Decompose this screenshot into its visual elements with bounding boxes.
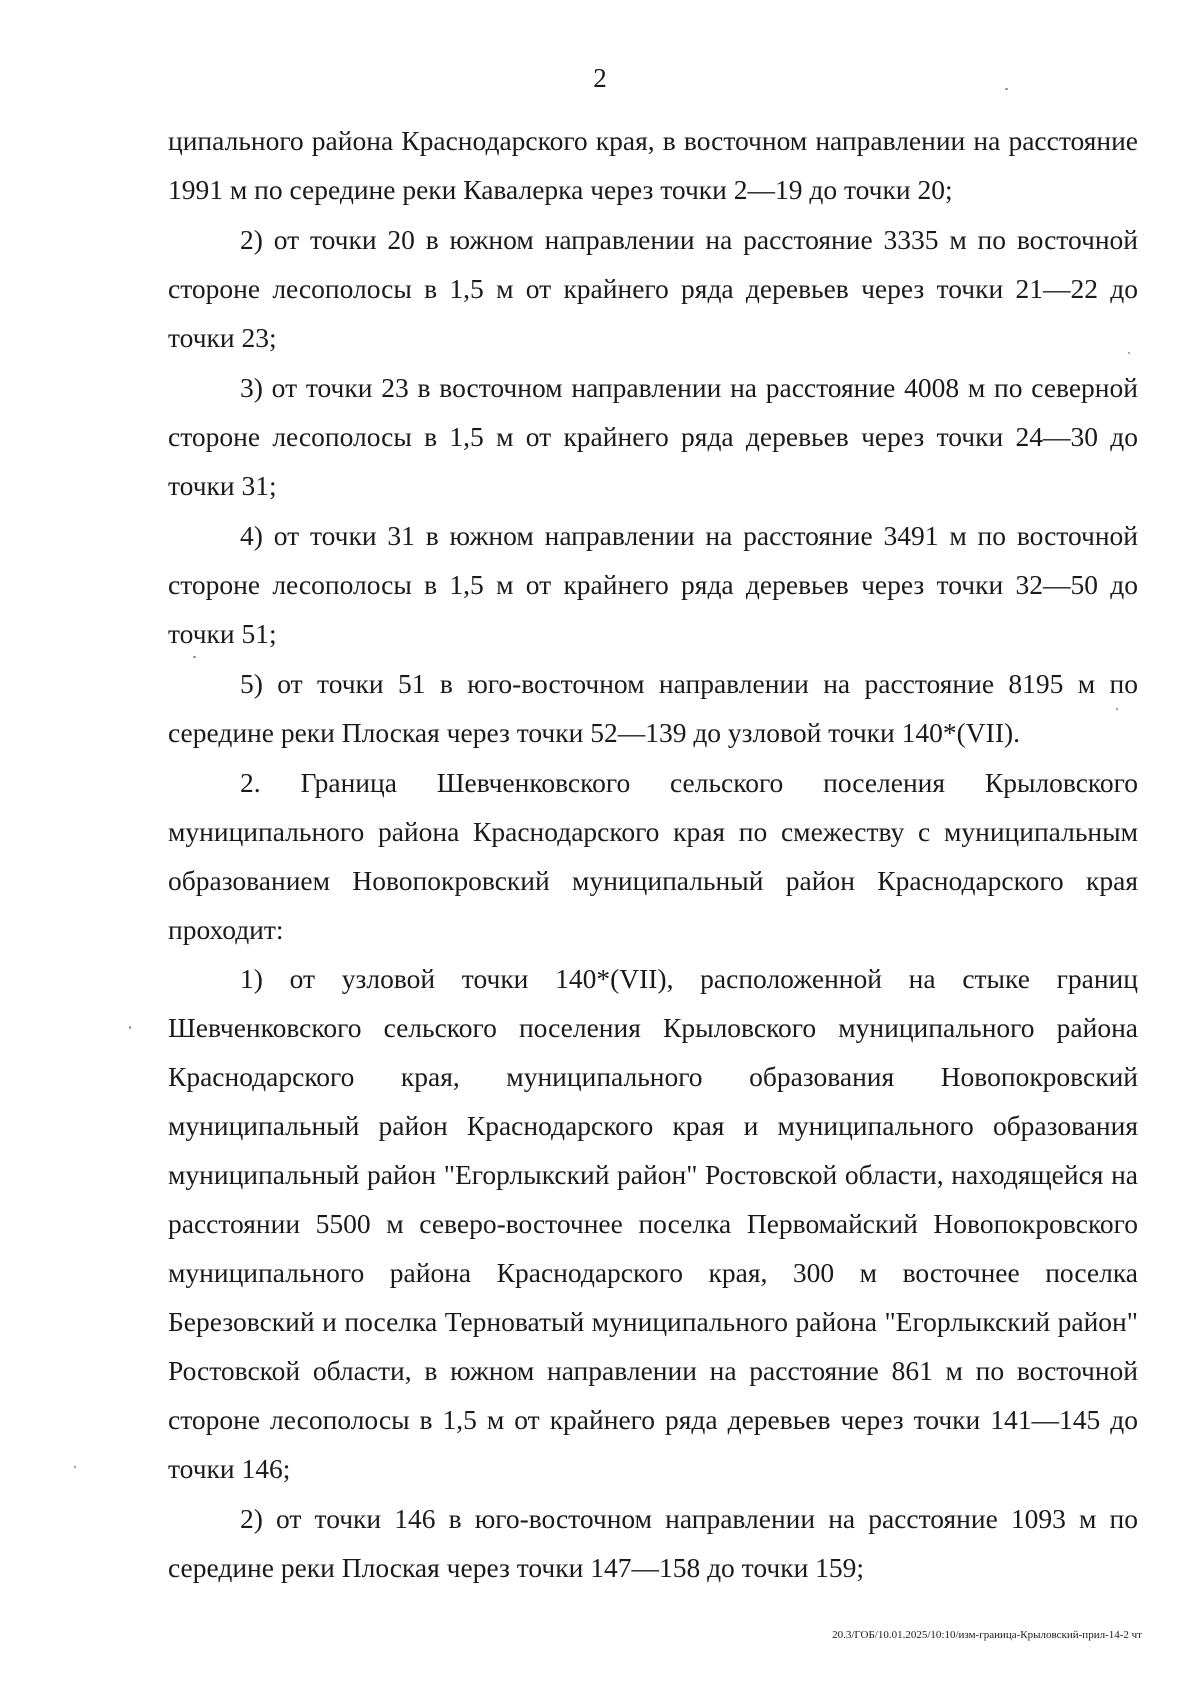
paragraph-continuation: ципального района Краснодарского края, в восточном направлении на расстояние 1991 м по середине реки Кавалерка через точки 2—19 до точки 20; xyxy=(168,125,1138,205)
paragraph-item-5: 5) от точки 51 в юго-восточном направлении на расстояние 8195 м по середине реки Плоская через точки 52—139 до узловой точки 140*(VII). xyxy=(168,668,1138,748)
paragraph-item-2: 2) от точки 20 в южном направлении на расстояние 3335 м по восточной стороне лесополосы в 1,5 м от крайнего ряда деревьев через точки 21—22 до точки 23; xyxy=(168,224,1138,353)
paragraph-section-2-item-2: 2) от точки 146 в юго-восточном направлении на расстояние 1093 м по середине реки Плоская через точки 147—158 до точки 159; xyxy=(168,1503,1138,1583)
document-body xyxy=(168,116,1138,1592)
paragraph-section-2: 2. Граница Шевченковского сельского поселения Крыловского муниципального района Краснодарского края по смежеству с муниципальным образованием Новопокровский муниципальный район Краснодарского края проходит: xyxy=(168,767,1138,945)
scan-speck xyxy=(193,656,196,658)
paragraph-item-3: 3) от точки 23 в восточном направлении на расстояние 4008 м по северной стороне лесополосы в 1,5 м от крайнего ряда деревьев через точки 24—30 до точки 31; xyxy=(168,372,1138,501)
scan-speck xyxy=(1128,352,1130,354)
scan-speck xyxy=(74,1466,76,1468)
paragraph-section-2-item-1: 1) от узловой точки 140*(VII), расположенной на стыке границ Шевченковского сельского поселения Крыловского муниципального района Краснодарского края, муниципального образования Новопокровский муниципальный район Краснодарского края и муниципального образования муниципальный район "Егорлыкский район" Ростовской области, находящейся на расстоянии 5500 м северо-восточнее поселка Первомайский Новопокровского муниципального района Краснодарского края, 300 м восточнее поселка Березовский и поселка Терноватый муниципального района "Егорлыкский район" Ростовской области, в южном направлении на расстояние 861 м по восточной стороне лесополосы в 1,5 м от крайнего ряда деревьев через точки 141—145 до точки 146; xyxy=(168,963,1138,1484)
paragraph-item-4: 4) от точки 31 в южном направлении на расстояние 3491 м по восточной стороне лесополосы в 1,5 м от крайнего ряда деревьев через точки 32—50 до точки 51; xyxy=(168,520,1138,649)
footer-file-code: 20.3/ГОБ/10.01.2025/10:10/изм-граница-Крыловский-прил-14-2 чт xyxy=(832,1629,1142,1641)
scan-speck xyxy=(1005,88,1008,90)
scan-speck xyxy=(129,1026,131,1029)
scan-speck xyxy=(1116,708,1118,710)
page-number: 2 xyxy=(593,63,607,93)
